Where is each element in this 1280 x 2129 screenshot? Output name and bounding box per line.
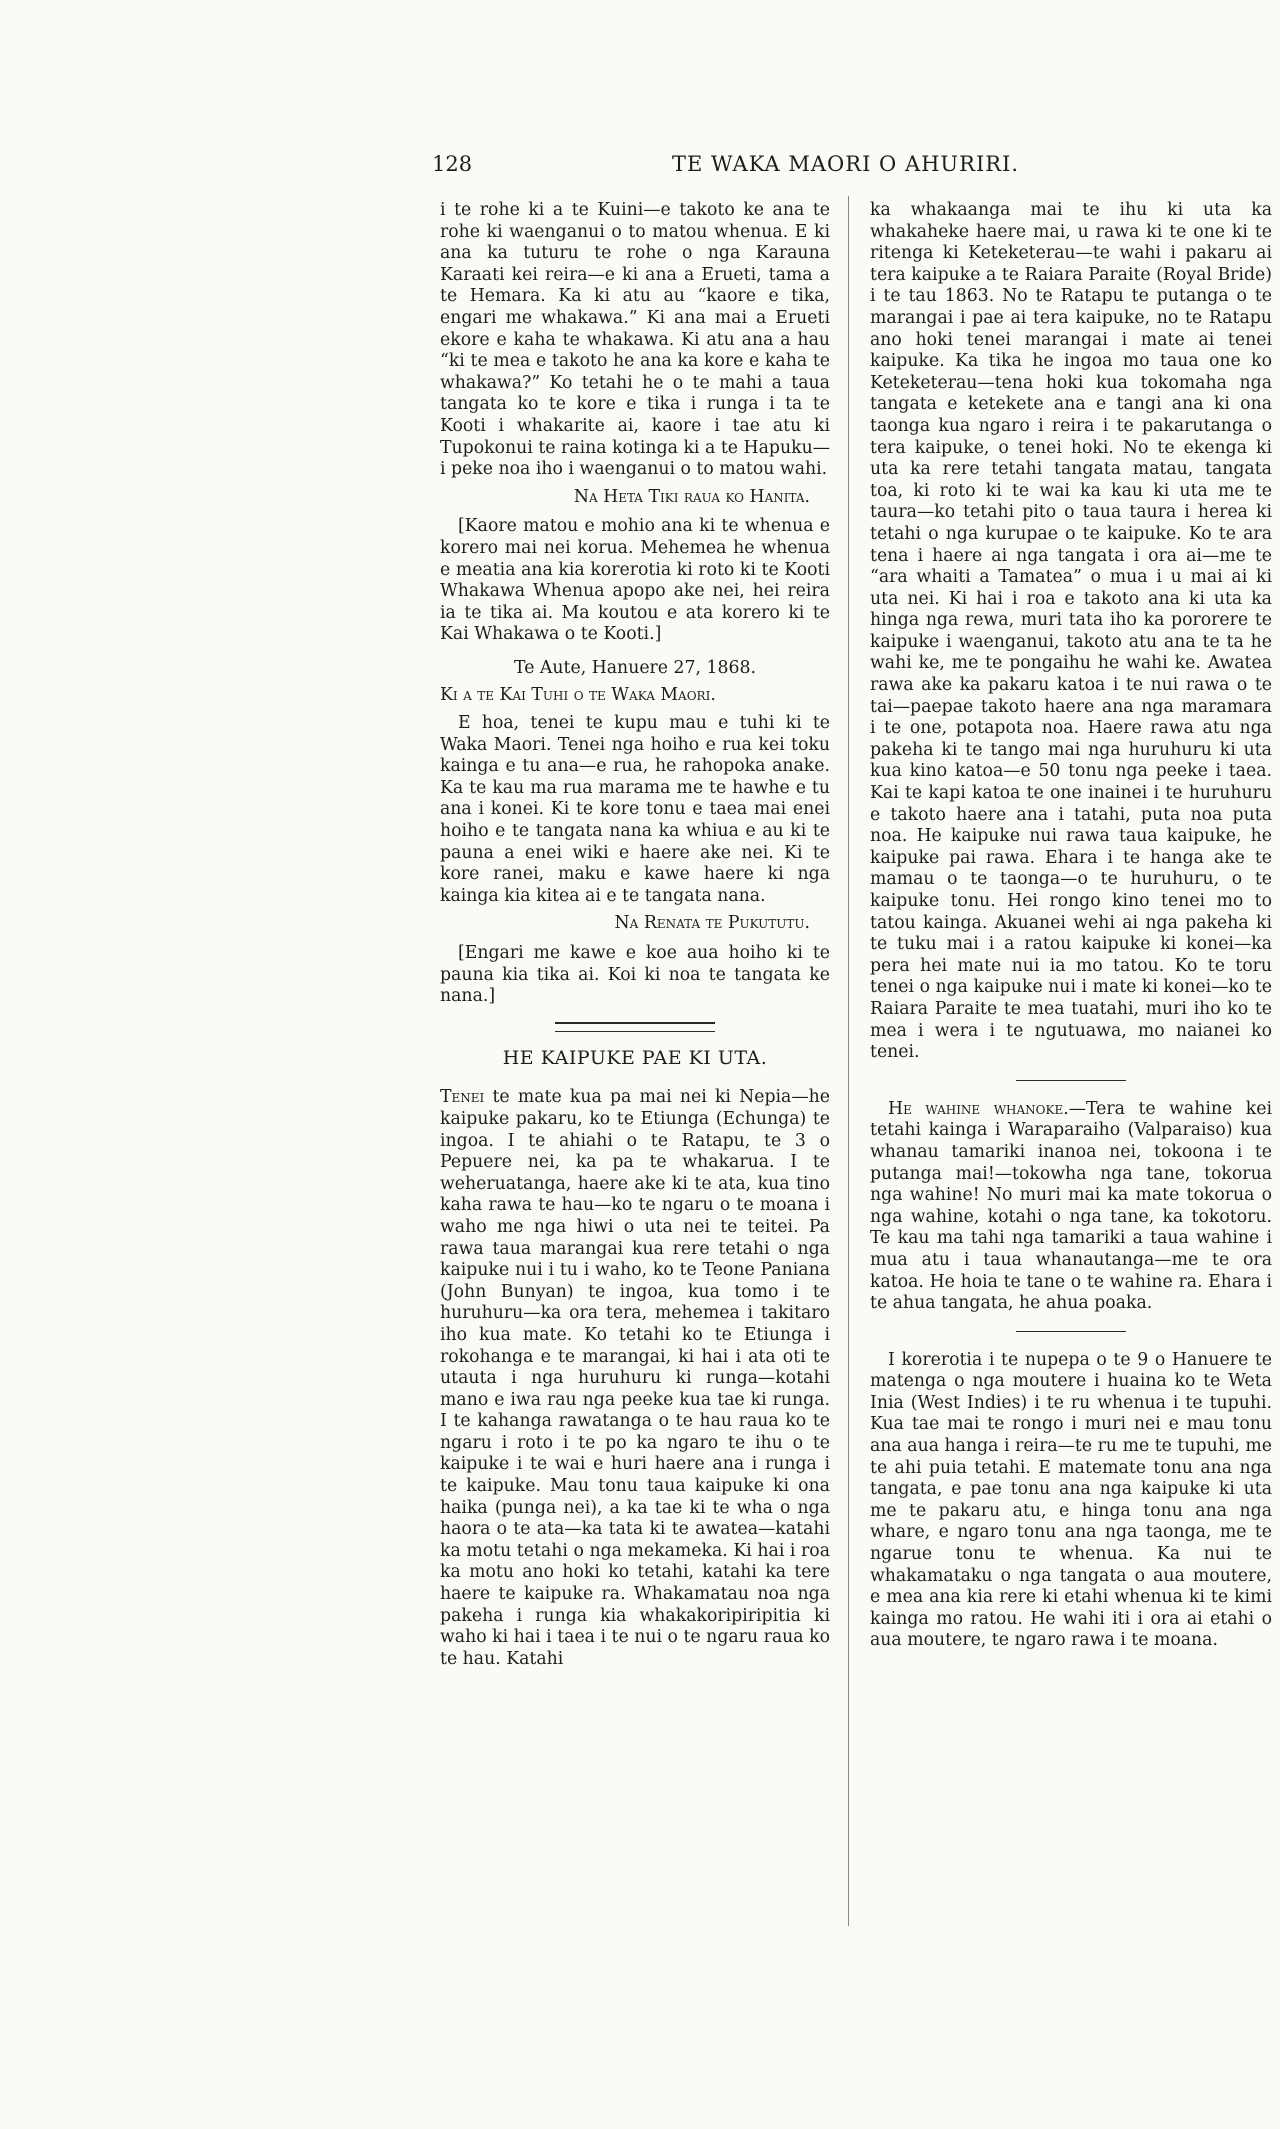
news-item xyxy=(870,1099,1272,1315)
newspaper-title: TE WAKA MAORI O AHURIRI. xyxy=(672,152,1020,176)
right-column xyxy=(870,200,1272,1658)
section-divider xyxy=(1016,1331,1126,1332)
section-divider xyxy=(1016,1080,1126,1081)
article-text: te mate kua pa mai nei ki Nepia—he kaipuke pakaru, ko te Etiunga (Echunga) te ingoa. I te ahiahi o te Ratapu, te 3 o Pepuere nei, ka pa te whakarua. I te weheruatanga, haere ake ki te ata, kua tino kaha rawa te hau—ko te ngaru o te moana i waho me nga hiwi o uta nei te teitei. Pa rawa taua marangai kua rere tetahi o nga kaipuke nui i tu i waho, ko te Teone Paniana (John Bunyan) te ingoa, kua tomo i te huruhuru—ka ora tera, mehemea i takitaro iho kua mate. Ko tetahi ko te Etiunga i rokohanga e te marangai, ki hai i ata oti te utauta i nga huruhuru ki runga—kotahi mano e iwa rau nga peeke kua tae ki runga. I te kahanga rawatanga o te hau raua ko te ngaru i roto i te po ka ngaro te ihu o te kaipuke i te wai e huri haere ana i runga i te kaipuke. Mau tonu taua kaipuke ki ona haika (punga nei), a ka tae ki te wha o nga haora o te ata—ka tata ki te awatea—katahi ka motu tetahi o nga mekameka. Ki hai i roa ka motu ano hoki ko tetahi, katahi ka tere haere te kaipuke ra. Whakamatau noa nga pakeha i runga kia whakakoripiripitia ki waho ki hai i taea i te nui o te ngaru raua ko te hau. Katahi xyxy=(440,1087,830,1669)
letter-dateline: Te Aute, Hanuere 27, 1868. xyxy=(514,657,756,678)
news-item-text: —Tera te wahine kei tetahi kainga i Waraparaiho (Valparaiso) kua whanau tamariki inanoa nei, tokoona i te putanga mai!—tokowha nga tane, tokorua nga wahine! No muri mai ka mate tokorua o nga wahine, kotahi o nga tane, ka tokotoru. Te kau ma tahi nga tamariki a taua wahine i mua atu i taua whanautanga—me te ora katoa. He hoia te tane o te wahine ra. Ehara i te ahua tangata, he ahua poaka. xyxy=(870,1098,1272,1314)
editor-reply: [Kaore matou e mohio ana ki te whenua e korero mai nei korua. Mehemea he whenua e meatia ana kia korerotia ki roto ki te Kooti Whakawa Whenua apopo ake nei, hei reira ia te tika ai. Ma koutou e ata korero ki te Kai Whakawa o te Kooti.] xyxy=(440,516,830,645)
left-column xyxy=(440,200,830,1676)
letter-signature: Na Heta Tiki raua ko Hanita. xyxy=(573,486,810,507)
news-item-lead: He wahine whanoke. xyxy=(888,1098,1069,1119)
letter-address: Ki a te Kai Tuhi o te Waka Maori. xyxy=(440,685,716,706)
page-number: 128 xyxy=(432,152,473,176)
letter-continuation: i te rohe ki a te Kuini—e takoto ke ana te rohe ki waenganui o to matou whenua. E ki ana ka tuturu te rohe o nga Karauna Karaati kei reira—e ki ana a Erueti, tama a te Hemara. Ka ki atu au “kaore e tika, engari me whakawa.” Ki ana mai a Erueti ekore e kaha te whakawa. Ki atu ana a hau “ki te mea e takoto he ana ka kore e kaha te whakawa?” Ko tetahi he o te mahi a taua tangata ko te kore e tika i runga i ta te Kooti i whakarite ai, kaore i tae atu ki Tupokonui te raina kotinga ki a te Hapuku—i peke noa iho i waenganui o to matou wahi. xyxy=(440,200,830,480)
column-divider xyxy=(848,196,849,1926)
editor-reply: [Engari me kawe e koe aua hoiho ki te pauna kia tika ai. Koi ki noa te tangata ke nana.] xyxy=(440,943,830,1007)
article-lead-word: Tenei xyxy=(440,1087,485,1108)
letter-signature: Na Renata te Pukututu. xyxy=(614,913,810,934)
article-body xyxy=(440,1087,830,1670)
letter-body: E hoa, tenei te kupu mau e tuhi ki te Waka Maori. Tenei nga hoiho e rua kei toku kainga e tu ana—e rua, he rahopoka anake. Ka te kau ma rua marama me te hawhe e tu ana i konei. Ki te kore tonu e taea mai enei hoiho e te tangata nana ka whiua e au ki te pauna a enei wiki e haere ake nei. Ki te kore ranei, maku e kawe haere ki nga kainga kia kitea ai e te tangata nana. xyxy=(440,713,830,906)
news-item: I korerotia i te nupepa o te 9 o Hanuere te matenga o nga moutere i huaina ko te Weta Inia (West Indies) i te ru whenua i te tupuhi. Kua tae mai te rongo i muri nei e mau tonu ana aua hanga i reira—te ru me te tupuhi, me te ahi puia tetahi. E matemate tonu ana nga tangata, e pae tonu ana nga kaipuke ki uta me te pakaru atu, e hinga tonu ana nga whare, e ngaro tonu ana nga taonga, me te ngarue tonu te whenua. Ka nui te whakamataku o nga tangata o aua moutere, e mea ana kia rere ki etahi whenua ki te kimi kainga mo ratou. He wahi iti i ora ai etahi o aua moutere, te ngaro rawa i te moana. xyxy=(870,1349,1272,1651)
article-continuation: ka whakaanga mai te ihu ki uta ka whakaheke haere mai, u rawa ki te one ki te ritenga ki Keteketerau—te wahi i pakaru ai tera kaipuke a te Raiara Paraite (Royal Bride) i te tau 1863. No te Ratapu te putanga o te marangai i pae ai tera kaipuke, no te Ratapu ano hoki tenei marangai i mate ai tenei kaipuke. Ka tika he ingoa mo taua one ko Keteketerau—tena hoki kua tokomaha nga tangata e ketekete ana e tangi ana ki ona taonga kua ngaro i reira i te pakarutanga o tera kaipuke, o tenei hoki. No te ekenga ki uta ka rere tetahi tangata matau, tangata toa, ki roto ki te wai ka kau ki uta me te taura—ko tetahi pito o taua taura i herea ki tetahi o nga kurupae o te kaipuke. Ko te ara tena i haere ai nga tangata i ora ai—me te “ara whaiti a Tamatea” o mua i u mai ai ki uta nei. Ki hai i roa e takoto ana ki uta ka hinga nga rewa, muri tata iho ka pororere te kaipuke i waenganui, takoto atu ana te ta he wahi ke, me te pongaihu he wahi ke. Awatea rawa ake ka pakaru katoa i te nui rawa o te tai—paepae takoto haere ana nga maramara i te one, potapota noa. Haere rawa atu nga pakeha ki te tango mai nga huruhuru ki uta kua kino katoa—e 50 tonu nga peeke i taea. Kai te kapi katoa te one inainei i te huruhuru e takoto haere ana i tatahi, puta noa puta noa. He kaipuke nui rawa taua kaipuke, he kaipuke pai rawa. Ehara i te hanga ake te mamau o te taonga—o te huruhuru, o te kaipuke tonu. Hei rongo kino tenei mo to tatou kainga. Akuanei wehi ai nga pakeha ki te tuku mai i a ratou kaipuke ki konei—ka pera hei mate nui ia mo tatou. Ko te toru tenei o nga kaipuke nui i mate ki konei—ko te Raiara Paraite te mea tuatahi, muri iho ko te mea i wera i te ngutuawa, mo naianei ko tenei. xyxy=(870,200,1272,1063)
section-divider xyxy=(555,1022,715,1032)
article-heading: HE KAIPUKE PAE KI UTA. xyxy=(502,1046,768,1069)
